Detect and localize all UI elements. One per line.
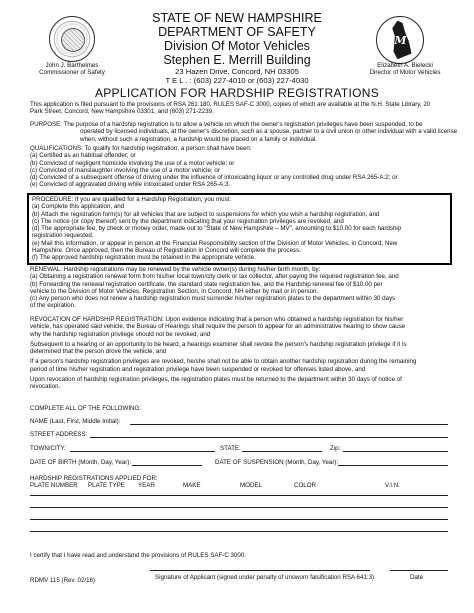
procedure-line: (f) The approved hardship registration must be retained in the appropriate vehicle. [32, 254, 256, 262]
procedure-section [32, 196, 448, 262]
intro-text [30, 101, 468, 116]
signature-field[interactable] [150, 570, 370, 571]
procedure-line: (e) Mail this information, or appear in person at the Financial Responsibility section of the Division of Motor Vehicles, in Concord, New [32, 239, 398, 247]
procedure-line: (c) The notice (or copy thereof) sent by the department indicating that your registration privileges are revoked, and [32, 217, 344, 225]
agency-phone: T E L . : (603) 227-4010 or (603) 227-4030 [165, 76, 309, 85]
revocation-line: Upon revocation of hardship registration privileges, the registration plates must be returned to the department within 30 days of notice of [30, 376, 402, 384]
name-label: NAME (Last, First, Middle Initial): [30, 418, 121, 425]
form-number: RDMV 115 (Rev. 02/16) [30, 577, 96, 584]
plate-type-column: PLATE TYPE [88, 482, 125, 489]
vehicle-row-line[interactable] [30, 531, 448, 532]
plate-number-column: PLATE NUMBER [30, 482, 78, 489]
renewal-line: (a) Obtaining a registration renewal form from his/her local town/city clerk or tax collector, after paying the required registration fee, and [30, 273, 399, 281]
department-name: DEPARTMENT OF SAFETY [158, 25, 316, 39]
revocation-line: revocation. [30, 383, 61, 391]
procedure-line: (a) Complete this application, and [32, 203, 125, 211]
qualifications-line: (a) Certified as an habitual offender; or [30, 152, 136, 160]
procedure-line: Hampshire. Once approved, then the Bureau of Registration in Concord will complete the process. [32, 247, 301, 255]
commissioner-name: John J. Barthelmes [45, 62, 99, 69]
revocation-line: why the hardship registration privilege should not be revoked, and [30, 330, 211, 338]
dmv-logo [376, 16, 424, 64]
vin-column: V.I.N. [385, 482, 400, 489]
date-field[interactable] [390, 570, 448, 571]
state-label: STATE: [220, 445, 241, 452]
agency-header [130, 11, 344, 85]
vehicle-row-line[interactable] [30, 495, 448, 496]
renewal-line: (b) Forwarding the renewal registration certificate, the standard state registration fee, and the Hardship renewal fee of $10.00 per [30, 280, 383, 288]
purpose-line: when, without such a registration, a hardship would be placed on a family or individual. [80, 135, 317, 143]
revocation-line: vehicle, has operated said vehicle, the Bureau of Hearings shall require the person to appear for an administrative hearing to show cause [30, 323, 406, 331]
qualifications-line: (e) Convicted of aggravated driving while intoxicated under RSA 265-A:3. [30, 181, 231, 189]
division-name: Division Of Motor Vehicles [164, 39, 310, 53]
purpose-section [30, 121, 468, 143]
qualifications-line: QUALIFICATIONS: To qualify for hardship registration, a person shall have been: [30, 145, 252, 152]
certify-statement: I certify that I have read and understand the provisions of RULES SAF-C 3000. [30, 552, 246, 559]
renewal-section [30, 266, 468, 310]
procedure-line: registration requested. [32, 232, 94, 240]
building-name: Stephen E. Merrill Building [163, 53, 311, 67]
state-seal [49, 16, 95, 62]
dob-field[interactable] [132, 465, 202, 466]
purpose-line: PURPOSE: The purpose of a hardship registration is to allow a vehicle on which the owner's registration privileges have been suspended, to be [30, 121, 423, 128]
suspension-label: DATE OF SUSPENSION (Month, Day, Year): [215, 459, 339, 466]
procedure-line: (d) The appropriate fee, by check or money order, made out to "State of New Hampshire – MV", amounting to $10.00 for each hardship [32, 225, 402, 233]
intro-line: This application is filed pursuant to the provisions of RSA 261:180, RULES SAF-C 3000, copies of which are available at the N.H. State Library, 20 [30, 101, 431, 108]
signature-label: Signature of Applicant (signed under penalty of unsworn falsification RSA 641:3) [155, 574, 375, 581]
procedure-line: (b) Attach the registration form(s) for all vehicles that are subject to suspensions for which you wish a hardship registration, and [32, 210, 380, 218]
revocation-line: Subsequent to a hearing or an opportunity to be heard, a hearings examiner shall revoke the person's hardship registration privilege if it is [30, 340, 407, 348]
name-field[interactable] [130, 424, 448, 425]
renewal-line: of the expiration. [30, 302, 76, 310]
suspension-field[interactable] [338, 465, 448, 466]
commissioner-title: Commissioner of Safety [39, 69, 105, 77]
applied-heading: HARDSHIP REGISTRATIONS APPLIED FOR: [30, 475, 158, 482]
qualifications-line: (c) Convicted of manslaughter involving the use of a motor vehicle; or [30, 166, 220, 174]
town-label: TOWN/CITY: [30, 445, 66, 452]
qualifications-section [30, 145, 468, 189]
color-column: COLOR [294, 482, 317, 489]
revocation-line: REVOCATION OF HARDSHIP REGISTRATION: Upon evidence indicating that a person who obtained a hardship registration for his/her [30, 316, 404, 323]
vehicle-row-line[interactable] [30, 519, 448, 520]
complete-all-heading: COMPLETE ALL OF THE FOLLOWING: [30, 405, 142, 412]
town-field[interactable] [70, 451, 215, 452]
director-title: Director of Motor Vehicles [369, 69, 441, 77]
commissioner-block [10, 62, 134, 77]
director-block [340, 62, 470, 77]
dob-label: DATE OF BIRTH (Month, Day, Year): [30, 459, 132, 466]
revocation-line: period of time his/her registration and registration privilege have been suspended or revoked for offenses listed above, and [30, 365, 366, 373]
revocation-section [30, 316, 468, 391]
state-name: STATE OF NEW HAMPSHIRE [152, 11, 322, 25]
qualifications-line: (d) Convicted of a subsequent offense of driving under the influence of intoxicating liquor or any controlled drug under RSA 265-A:2; or [30, 174, 398, 182]
date-label: Date [410, 574, 424, 581]
agency-address: 23 Hazen Drive, Concord, NH 03305 [175, 67, 299, 76]
renewal-line: vehicle to the Division of Motor Vehicles, Registration Section, in Concord, NH either by mail or in person. [30, 287, 319, 295]
director-name: Elizabeth A. Bielecki [377, 62, 433, 69]
form-title: APPLICATION FOR HARDSHIP REGISTRATIONS [94, 86, 380, 100]
vehicle-row-line[interactable] [30, 507, 448, 508]
qualifications-line: (b) Convicted of negligent homicide involving the use of a motor vehicle; or [30, 159, 235, 167]
state-field[interactable] [242, 451, 322, 452]
street-label: STREET ADDRESS: [30, 431, 88, 438]
intro-line: Park Street, Concord, New Hampshire 03301, and (603) 271-2239. [30, 108, 214, 116]
procedure-line: PROCEDURE: If you are qualified for a Hardship Registration, you must: [32, 196, 232, 203]
make-column: MAKE [183, 482, 201, 489]
renewal-line: RENEWAL: Hardship registrations may be renewed by the vehicle owner(s) during his/her birth month, by: [30, 266, 321, 273]
model-column: MODEL [240, 482, 263, 489]
zip-label: Zip: [330, 445, 341, 452]
year-column: YEAR [138, 482, 155, 489]
dmv-logo-text: DMV [384, 34, 416, 48]
street-field[interactable] [90, 437, 448, 438]
revocation-line: If a person's hardship registration privileges are revoked, he/she shall not be able to obtain another hardship registration during the remaining [30, 358, 417, 366]
purpose-line: operated by licensed individuals, at the owner's discretion, such as a spouse, partner to a civil union or other individual with a valid license [80, 128, 458, 136]
revocation-line: determined that the person drove the vehicle, and [30, 348, 167, 356]
zip-field[interactable] [343, 451, 448, 452]
renewal-line: (c) Any person who does not renew a hardship registration must surrender his/her registration plates to the department within 30 days [30, 295, 396, 303]
